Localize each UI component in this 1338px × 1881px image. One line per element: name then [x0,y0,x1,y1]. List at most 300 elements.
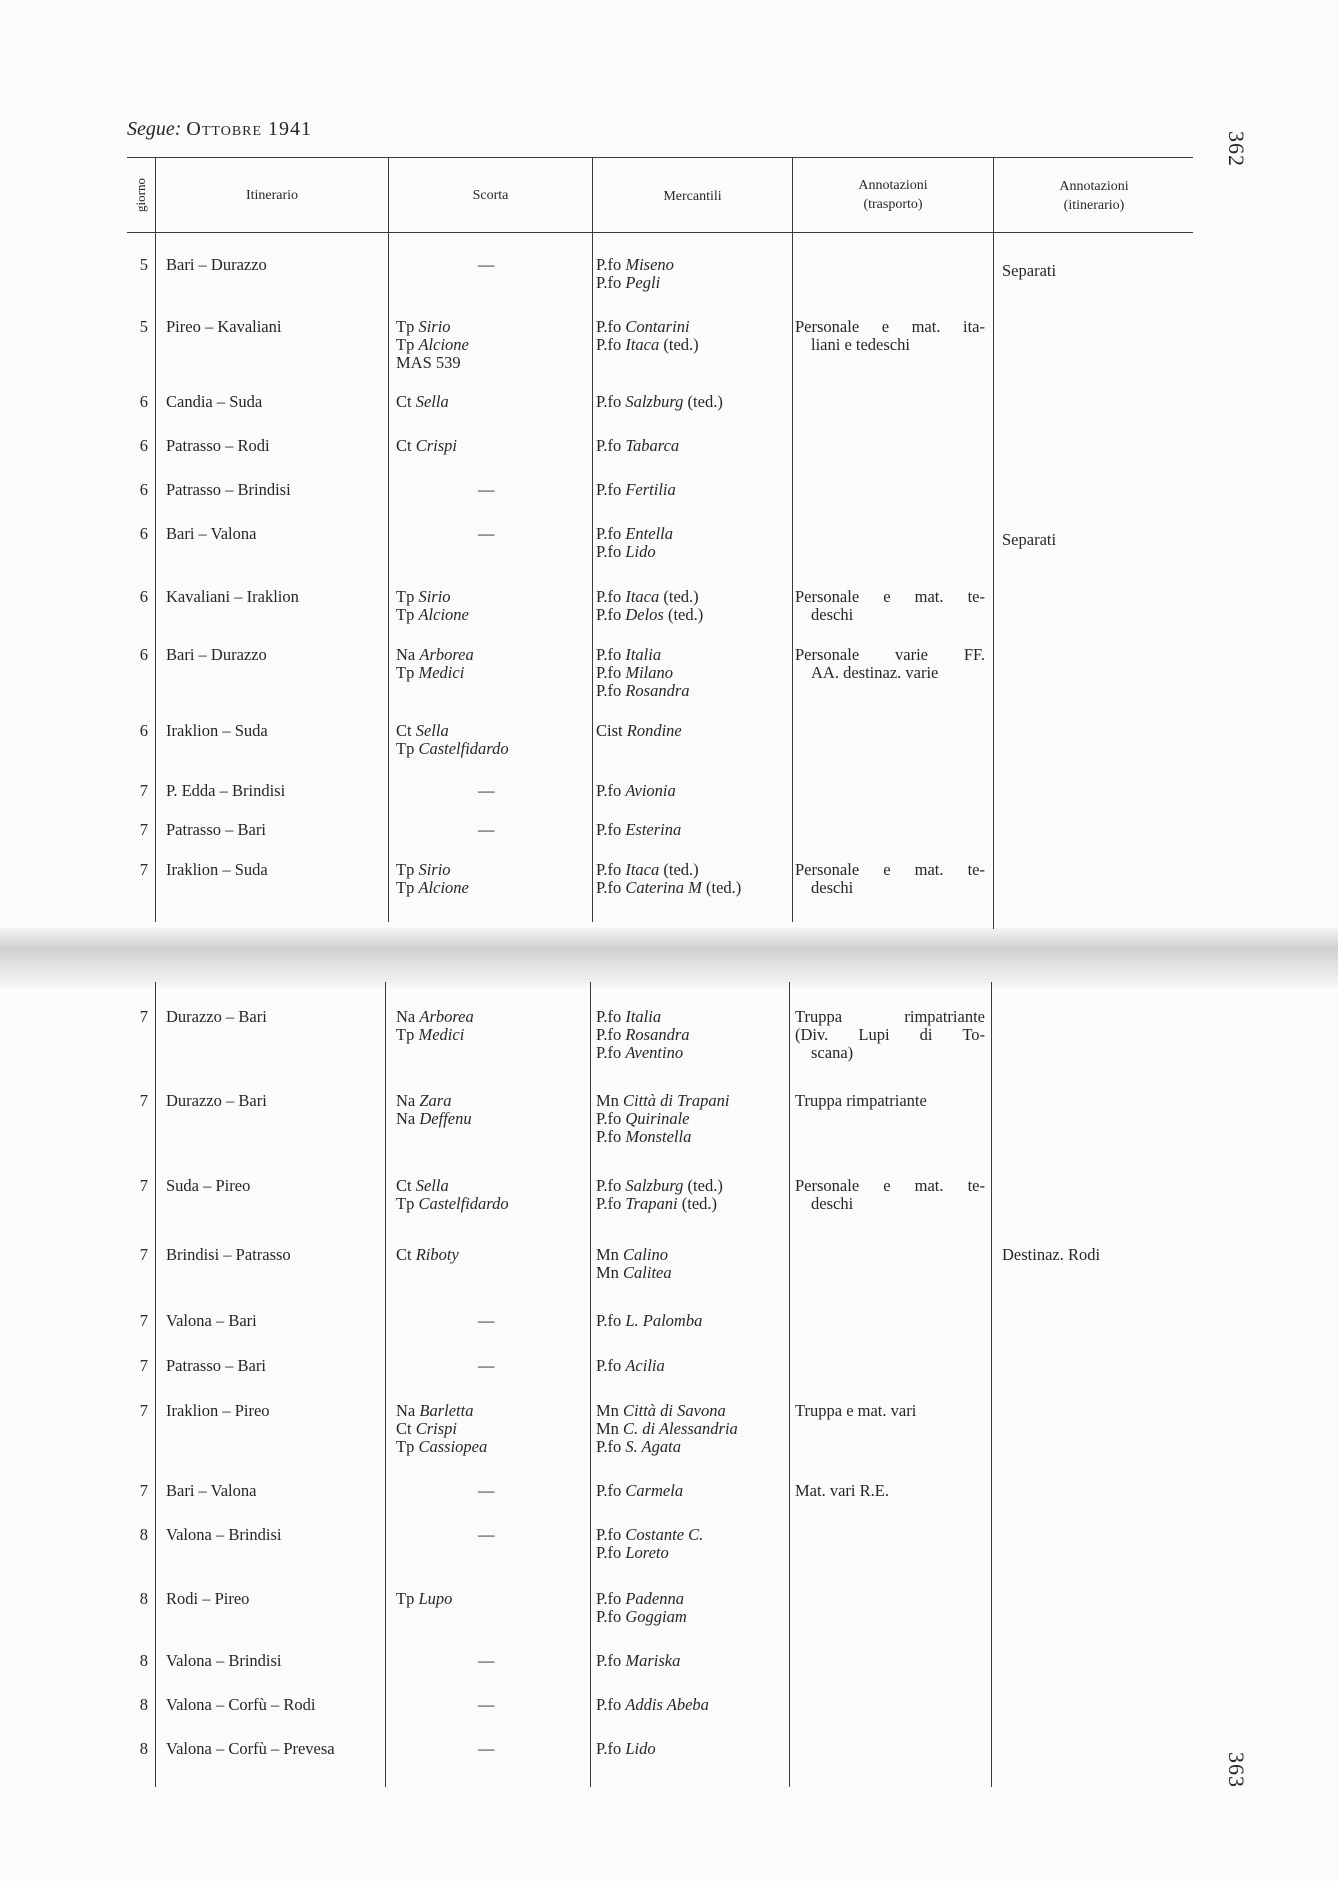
escort-cell [396,1402,487,1456]
col-rule [590,982,591,1787]
escort-type: Na [396,1091,416,1110]
merchant-cell [596,1482,683,1500]
escort-cell [396,1177,509,1213]
merchant-cell [596,821,681,839]
merchant-line [596,588,703,606]
merchant-type: P.fo [596,681,622,700]
col-rule [155,982,156,1787]
merchant-name: Città di Savona [623,1401,726,1420]
itinerary-notes-cell: Separati [1002,530,1057,549]
transport-notes-cell [795,646,985,682]
escort-line [396,1590,452,1608]
merchant-type: P.fo [596,587,622,606]
merchant-line [596,1312,702,1330]
escort-name: Alcione [418,605,469,624]
itinerary-cell: Bari – Valona [166,1481,257,1500]
merchant-type: P.fo [596,1025,622,1044]
merchant-flag: (ted.) [663,587,699,606]
col-rule [388,157,389,922]
merchant-name: Esterina [625,820,682,839]
transport-notes-cell [795,318,985,354]
transport-note-line: deschi [811,878,854,897]
merchant-cell [596,1740,656,1758]
escort-line [396,1026,474,1044]
escort-name: Sirio [418,317,451,336]
day-cell: 6 [139,721,148,740]
transport-note-line: Personale e mat. te- [795,587,985,606]
col-rule [991,982,992,1787]
merchant-type: P.fo [596,255,622,274]
merchant-line [596,1420,738,1438]
itinerary-cell: Patrasso – Bari [166,820,266,839]
merchant-cell [596,393,723,411]
escort-line [396,336,469,354]
merchant-type: P.fo [596,1043,622,1062]
itinerary-cell: Iraklion – Suda [166,860,268,879]
merchant-type: P.fo [596,1311,622,1330]
escort-name: Zara [419,1091,452,1110]
merchant-type: P.fo [596,860,622,879]
merchant-type: Mn [596,1091,619,1110]
merchant-line [596,1026,690,1044]
merchant-type: P.fo [596,1481,622,1500]
escort-name: Sirio [418,587,451,606]
escort-name: Alcione [418,335,469,354]
itinerary-cell: Patrasso – Rodi [166,436,270,455]
merchant-type: P.fo [596,1194,622,1213]
merchant-cell [596,1696,709,1714]
escort-line [396,740,509,758]
day-cell: 7 [139,1311,148,1330]
escort-cell [396,437,457,455]
day-cell: 8 [139,1525,148,1544]
transport-notes-cell [795,861,985,897]
escort-none-dash: — [478,1739,495,1758]
escort-none-dash: — [478,1356,495,1375]
escort-name: Arborea [419,1007,474,1026]
transport-note-line: (Div. Lupi di To- [795,1025,985,1044]
merchant-type: P.fo [596,335,622,354]
merchant-cell [596,1246,672,1282]
escort-type: Na [396,1109,416,1128]
merchant-type: P.fo [596,480,622,499]
merchant-line [596,274,674,292]
merchant-name: Padenna [625,1589,684,1608]
header-annotazioni-itinerario-2: (itinerario) [1063,198,1125,213]
merchant-line [596,1195,723,1213]
escort-line [396,646,474,664]
merchant-name: Contarini [625,317,690,336]
merchant-type: P.fo [596,392,622,411]
escort-cell [396,318,469,372]
merchant-type: P.fo [596,1607,622,1626]
escort-line [396,1402,487,1420]
transport-note-line: deschi [811,1194,854,1213]
merchant-name: S. Agata [625,1437,681,1456]
escort-type: Tp [396,605,415,624]
escort-type: Na [396,1401,416,1420]
col-rule [993,157,994,929]
escort-name: Crispi [415,436,457,455]
itinerary-cell: Bari – Durazzo [166,645,267,664]
escort-name: Medici [418,1025,465,1044]
merchant-type: P.fo [596,820,622,839]
escort-name: Sella [415,1176,449,1195]
escort-type: MAS [396,353,432,372]
merchant-line [596,393,723,411]
merchant-cell [596,782,676,800]
day-cell: 8 [139,1695,148,1714]
merchant-type: P.fo [596,542,622,561]
merchant-line [596,1526,703,1544]
escort-type: Tp [396,587,415,606]
escort-type: Na [396,645,416,664]
transport-notes-cell [795,588,985,624]
transport-notes-cell [795,1177,985,1213]
merchant-name: Milano [625,663,674,682]
merchant-cell [596,481,676,499]
page-number-top: 362 [1224,131,1249,167]
merchant-cell [596,1526,703,1562]
escort-type: Tp [396,1437,415,1456]
day-cell: 7 [139,1176,148,1195]
merchant-type: P.fo [596,1127,622,1146]
escort-name: Sella [415,721,449,740]
merchant-line [596,682,690,700]
page-fold-shadow [0,928,1338,988]
escort-name: Sella [415,392,449,411]
transport-note-line: Mat. vari R.E. [795,1481,889,1500]
escort-line [396,1420,487,1438]
day-cell: 6 [139,587,148,606]
merchant-name: Città di Trapani [623,1091,730,1110]
merchant-name: Monstella [625,1127,692,1146]
header-annotazioni-trasporto [793,160,993,230]
itinerary-cell: Valona – Brindisi [166,1651,282,1670]
merchant-name: Avionia [625,781,676,800]
header-annotazioni-trasporto-2: (trasporto) [863,197,923,212]
merchant-line [596,1696,709,1714]
escort-type: Ct [396,392,412,411]
escort-line [396,1246,459,1264]
merchant-name: Lido [625,1739,656,1758]
escort-type: Tp [396,1589,415,1608]
day-cell: 7 [139,820,148,839]
day-cell: 7 [139,1007,148,1026]
transport-note-line: AA. destinaz. varie [811,663,939,682]
merchant-line [596,543,673,561]
merchant-type: P.fo [596,1525,622,1544]
escort-none-dash: — [478,524,495,543]
escort-type: Tp [396,317,415,336]
merchant-line [596,1740,656,1758]
itinerary-cell: Iraklion – Suda [166,721,268,740]
day-cell: 8 [139,1589,148,1608]
escort-line [396,318,469,336]
escort-cell [396,1590,452,1608]
escort-cell [396,393,449,411]
col-rule [592,157,593,922]
escort-name: Castelfidardo [418,1194,509,1213]
transport-notes-cell [795,1008,985,1062]
escort-line [396,722,509,740]
escort-cell [396,1008,474,1044]
escort-type: Tp [396,860,415,879]
escort-cell [396,1092,472,1128]
escort-none-dash: — [478,1311,495,1330]
escort-cell [396,861,469,897]
transport-note-line: Personale varie FF. [795,645,985,664]
escort-line [396,1195,509,1213]
escort-type: Ct [396,721,412,740]
merchant-type: P.fo [596,605,622,624]
escort-none-dash: — [478,255,495,274]
merchant-name: Calino [623,1245,668,1264]
col-rule [789,982,790,1787]
escort-line [396,664,474,682]
merchant-cell [596,1008,690,1062]
merchant-type: P.fo [596,878,622,897]
merchant-line [596,1128,729,1146]
merchant-line [596,1110,729,1128]
itinerary-cell: Bari – Durazzo [166,255,267,274]
escort-line [396,588,469,606]
merchant-line [596,437,679,455]
merchant-name: Tabarca [625,436,680,455]
itinerary-cell: Valona – Bari [166,1311,257,1330]
header-scorta: Scorta [472,187,509,203]
escort-line [396,1008,474,1026]
merchant-cell [596,1092,729,1146]
running-head-title: Ottobre 1941 [186,118,313,140]
merchant-name: Caterina M [625,878,702,897]
merchant-type: P.fo [596,1176,622,1195]
escort-none-dash: — [478,1525,495,1544]
day-cell: 7 [139,1481,148,1500]
merchant-name: Itaca [625,335,660,354]
merchant-line [596,646,690,664]
escort-type: Na [396,1007,416,1026]
merchant-flag: (ted.) [687,1176,723,1195]
day-cell: 5 [139,255,148,274]
escort-name: Cassiopea [418,1437,488,1456]
transport-note-line: Personale e mat. te- [795,860,985,879]
merchant-name: Trapani [625,1194,678,1213]
merchant-line [596,722,682,740]
merchant-line [596,318,699,336]
merchant-line [596,861,741,879]
escort-none-dash: — [478,781,495,800]
merchant-cell [596,525,673,561]
merchant-cell [596,646,690,700]
day-cell: 7 [139,1356,148,1375]
escort-type: Tp [396,739,415,758]
itinerary-cell: Iraklion – Pireo [166,1401,270,1420]
itinerary-cell: Kavaliani – Iraklion [166,587,299,606]
transport-note-line: Personale e mat. te- [795,1176,985,1195]
merchant-type: Mn [596,1401,619,1420]
escort-line [396,437,457,455]
escort-line [396,1110,472,1128]
escort-line [396,393,449,411]
merchant-line [596,821,681,839]
merchant-type: P.fo [596,1695,622,1714]
escort-cell [396,588,469,624]
merchant-type: P.fo [596,663,622,682]
merchant-type: P.fo [596,436,622,455]
merchant-type: P.fo [596,1543,622,1562]
transport-note-line: Personale e mat. ita- [795,317,985,336]
escort-none-dash: — [478,1481,495,1500]
escort-type: Tp [396,663,415,682]
merchant-line [596,1438,738,1456]
escort-name: 539 [435,353,461,372]
header-top-rule [127,157,1193,158]
merchant-type: P.fo [596,1109,622,1128]
merchant-name: Pegli [625,273,661,292]
escort-line [396,1177,509,1195]
merchant-flag: (ted.) [687,392,723,411]
escort-type: Ct [396,1176,412,1195]
merchant-name: L. Palomba [625,1311,703,1330]
day-cell: 7 [139,781,148,800]
escort-none-dash: — [478,1695,495,1714]
merchant-name: Loreto [625,1543,669,1562]
merchant-line [596,1652,680,1670]
merchant-name: Aventino [625,1043,684,1062]
escort-cell [396,646,474,682]
header-annotazioni-itinerario [994,160,1194,232]
merchant-cell [596,1357,665,1375]
merchant-name: Calitea [623,1263,672,1282]
merchant-name: Rosandra [625,681,690,700]
escort-type: Tp [396,1025,415,1044]
col-rule [385,982,386,1787]
merchant-name: C. di Alessandria [623,1419,738,1438]
merchant-name: Rondine [626,721,682,740]
merchant-line [596,1357,665,1375]
itinerary-cell: Suda – Pireo [166,1176,251,1195]
escort-cell [396,1246,459,1264]
day-cell: 6 [139,436,148,455]
merchant-line [596,664,690,682]
itinerary-notes-cell: Destinaz. Rodi [1002,1245,1101,1264]
header-itinerario: Itinerario [245,187,299,203]
merchant-name: Lido [625,542,656,561]
merchant-line [596,336,699,354]
merchant-name: Italia [625,645,662,664]
escort-none-dash: — [478,480,495,499]
escort-name: Sirio [418,860,451,879]
merchant-flag: (ted.) [681,1194,718,1213]
escort-type: Ct [396,1245,412,1264]
transport-notes-cell [795,1482,985,1500]
escort-line [396,606,469,624]
header-annotazioni-trasporto-1: Annotazioni [858,178,928,193]
transport-note-line: Truppa e mat. vari [795,1401,917,1420]
header-bottom-rule [127,232,1193,233]
page-number-bottom: 363 [1224,1752,1249,1788]
merchant-type: Mn [596,1419,619,1438]
transport-notes-cell [795,1092,985,1110]
escort-type: Tp [396,878,415,897]
merchant-line [596,1008,690,1026]
merchant-name: Itaca [625,587,660,606]
merchant-line [596,1544,703,1562]
merchant-flag: (ted.) [663,335,699,354]
day-cell: 7 [139,1245,148,1264]
merchant-flag: (ted.) [667,605,704,624]
merchant-type: P.fo [596,1007,622,1026]
merchant-type: P.fo [596,273,622,292]
escort-line [396,1438,487,1456]
merchant-name: Italia [625,1007,662,1026]
merchant-type: P.fo [596,1651,622,1670]
escort-name: Deffenu [419,1109,472,1128]
day-cell: 6 [139,480,148,499]
itinerary-cell: Rodi – Pireo [166,1589,250,1608]
escort-name: Arborea [419,645,474,664]
merchant-name: Salzburg [625,392,684,411]
transport-note-line: deschi [811,605,854,624]
merchant-cell [596,437,679,455]
col-rule [792,157,793,922]
merchant-flag: (ted.) [706,878,742,897]
day-cell: 6 [139,645,148,664]
merchant-name: Addis Abeba [625,1695,709,1714]
merchant-line [596,606,703,624]
merchant-cell [596,1312,702,1330]
merchant-type: P.fo [596,1356,622,1375]
merchant-type: P.fo [596,1739,622,1758]
merchant-cell [596,588,703,624]
escort-line [396,1092,472,1110]
escort-cell [396,722,509,758]
merchant-cell [596,1177,723,1213]
merchant-line [596,1246,672,1264]
escort-type: Tp [396,1194,415,1213]
merchant-cell [596,256,674,292]
merchant-name: Quirinale [625,1109,690,1128]
merchant-type: Cist [596,721,623,740]
merchant-type: P.fo [596,524,622,543]
transport-notes-cell [795,1402,985,1420]
transport-note-line: Truppa rimpatriante [795,1091,927,1110]
escort-type: Ct [396,1419,412,1438]
itinerary-cell: Brindisi – Patrasso [166,1245,291,1264]
transport-note-line: liani e tedeschi [811,335,910,354]
merchant-name: Miseno [625,255,674,274]
day-cell: 8 [139,1651,148,1670]
merchant-name: Carmela [625,1481,684,1500]
merchant-name: Delos [625,605,664,624]
running-head-prefix: Segue: [127,118,182,140]
merchant-cell [596,861,741,897]
escort-name: Barletta [419,1401,474,1420]
merchant-line [596,256,674,274]
escort-name: Crispi [415,1419,457,1438]
merchant-flag: (ted.) [663,860,699,879]
itinerary-cell: Valona – Corfù – Rodi [166,1695,316,1714]
escort-none-dash: — [478,820,495,839]
merchant-line [596,1177,723,1195]
merchant-name: Entella [625,524,673,543]
escort-name: Medici [418,663,465,682]
merchant-name: Itaca [625,860,660,879]
itinerary-cell: Patrasso – Brindisi [166,480,291,499]
merchant-type: P.fo [596,1589,622,1608]
escort-type: Tp [396,335,415,354]
